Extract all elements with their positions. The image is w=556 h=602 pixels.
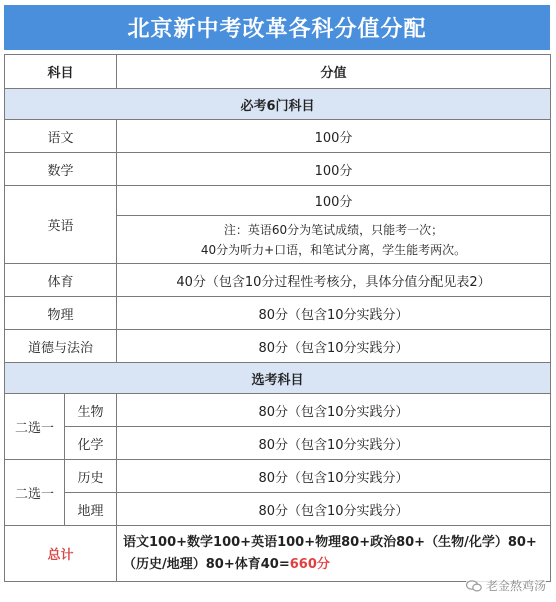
table-row: [5, 153, 551, 186]
group-label: 二选一: [5, 460, 65, 526]
english-note-line-2: 40分为听力+口语，和笔试分离，学生能考两次。: [200, 242, 467, 257]
total-value: 660分: [289, 556, 330, 572]
subject-cell: 体育: [5, 264, 117, 297]
table-row: [5, 394, 551, 427]
subject-cell: 语文: [5, 120, 117, 153]
page-title: 北京新中考改革各科分值分配: [4, 5, 550, 50]
subject-cell: 数学: [5, 153, 117, 186]
english-note-cell: [117, 216, 551, 264]
score-cell: 80分（包含10分实践分）: [117, 330, 551, 363]
score-cell: 100分: [117, 120, 551, 153]
total-formula: [117, 526, 551, 582]
score-cell: 80分（包含10分实践分）: [117, 493, 551, 526]
watermark: [466, 577, 546, 594]
subject-cell: 物理: [5, 297, 117, 330]
table-row: [5, 460, 551, 493]
subject-cell: 化学: [65, 427, 117, 460]
header-subject: 科目: [5, 55, 117, 89]
table-row: [5, 120, 551, 153]
score-cell: 100分: [117, 186, 551, 216]
table-row: [5, 264, 551, 297]
score-cell: 40分（包含10分过程性考核分，具体分值分配见表2）: [117, 264, 551, 297]
watermark-text: 老金熬鸡汤: [485, 579, 546, 593]
subject-cell: 历史: [65, 460, 117, 493]
table-row: [5, 186, 551, 216]
score-cell: 80分（包含10分实践分）: [117, 427, 551, 460]
section-required-label: 必考6门科目: [5, 89, 551, 120]
section-elective-label: 选考科目: [5, 363, 551, 394]
subject-cell: 英语: [5, 186, 117, 264]
table-row: [5, 427, 551, 460]
section-required: [5, 89, 551, 120]
group-label: 二选一: [5, 394, 65, 460]
section-elective: [5, 363, 551, 394]
score-cell: 80分（包含10分实践分）: [117, 394, 551, 427]
subject-cell: 道德与法治: [5, 330, 117, 363]
english-note-line-1: 注：英语60分为笔试成绩，只能考一次；: [223, 222, 444, 237]
total-row: [5, 526, 551, 582]
table-row: [5, 330, 551, 363]
score-cell: 80分（包含10分实践分）: [117, 460, 551, 493]
header-score: 分值: [117, 55, 551, 89]
subject-cell: 地理: [65, 493, 117, 526]
score-table: [4, 54, 551, 582]
table-row: [5, 493, 551, 526]
score-cell: 100分: [117, 153, 551, 186]
total-label: 总计: [5, 526, 117, 582]
total-formula-text: 语文100+数学100+英语100+物理80+政治80+（生物/化学）80+（历史/地理）80+体育40=: [123, 534, 537, 572]
table-header-row: [5, 55, 551, 89]
table-row: [5, 297, 551, 330]
subject-cell: 生物: [65, 394, 117, 427]
score-cell: 80分（包含10分实践分）: [117, 297, 551, 330]
wechat-icon: [466, 580, 482, 592]
